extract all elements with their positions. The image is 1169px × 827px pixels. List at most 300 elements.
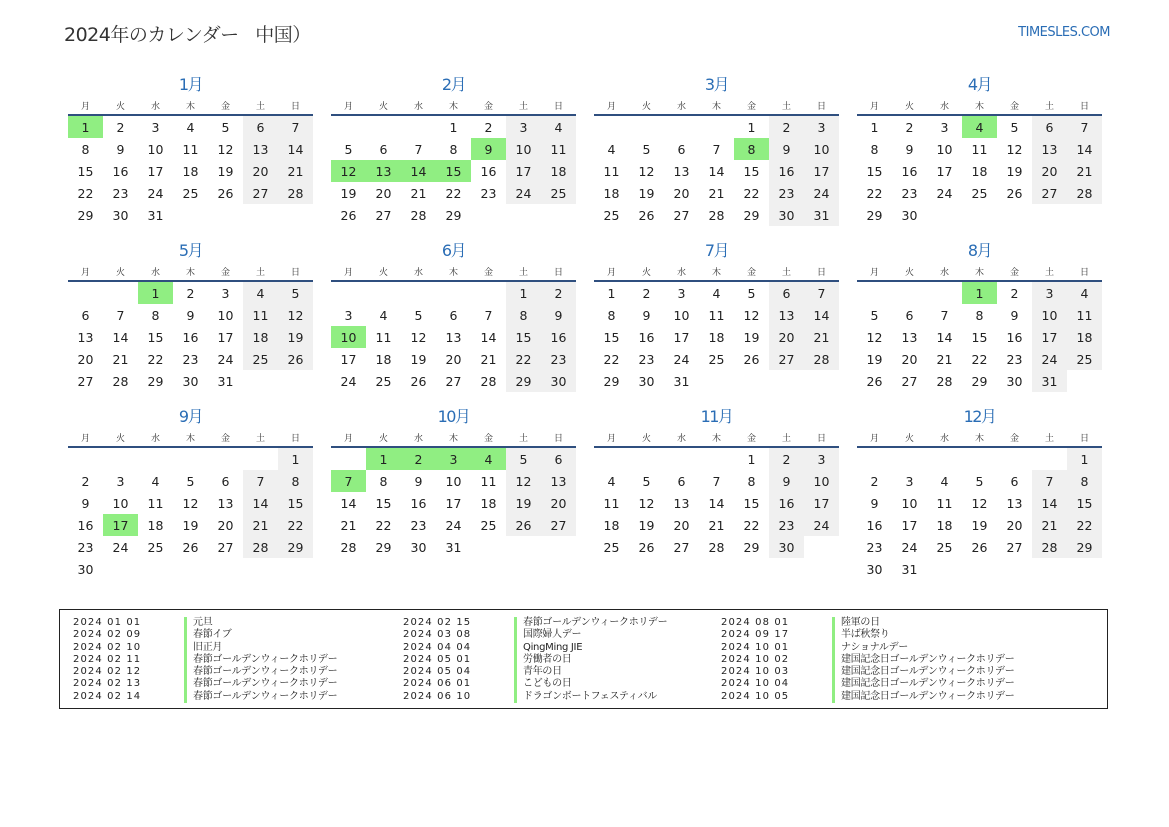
day-cell: 28	[1032, 536, 1067, 558]
day-cell: 30	[77, 561, 94, 577]
day-cell: 5	[870, 307, 879, 323]
day-cell: 29	[375, 539, 392, 555]
day-cell: 3	[1032, 281, 1067, 304]
empty-cell	[436, 281, 471, 304]
day-cell: 31	[673, 373, 690, 389]
day-cell: 15	[1067, 492, 1102, 514]
empty-cell	[68, 281, 103, 304]
day-cell: 30	[541, 370, 576, 392]
day-cell: 15	[147, 329, 164, 345]
holiday-date: 2024 03 08	[403, 629, 472, 641]
holiday-entry	[73, 666, 337, 678]
day-cell: 29	[77, 207, 94, 223]
day-cell: 9	[905, 141, 914, 157]
day-cell: 26	[971, 539, 988, 555]
day-cell: 16	[112, 163, 129, 179]
day-cell: 14	[112, 329, 129, 345]
weekday-header: 日	[541, 428, 576, 447]
weekday-header: 木	[173, 262, 208, 281]
weekday-header: 木	[699, 262, 734, 281]
empty-cell	[243, 447, 278, 470]
day-cell: 14	[804, 304, 839, 326]
day-cell: 8	[975, 307, 984, 323]
empty-cell	[962, 447, 997, 470]
week-row	[331, 115, 576, 138]
holiday-entry	[73, 629, 337, 641]
day-cell: 10	[1032, 304, 1067, 326]
month-calendar	[857, 240, 1102, 392]
day-cell: 8	[449, 141, 458, 157]
day-cell: 15	[375, 495, 392, 511]
weekday-header: 木	[699, 428, 734, 447]
empty-cell	[664, 447, 699, 470]
month-table	[68, 262, 313, 392]
day-cell: 24	[804, 514, 839, 536]
day-cell: 27	[1032, 182, 1067, 204]
holiday-entry	[721, 617, 1014, 629]
empty-cell	[962, 558, 997, 580]
holiday-day-cell: 13	[366, 160, 401, 182]
week-row	[68, 281, 313, 304]
holiday-entry	[721, 691, 1014, 703]
day-cell: 30	[112, 207, 129, 223]
weekday-header: 土	[1032, 262, 1067, 281]
holiday-date: 2024 05 01	[403, 653, 472, 665]
holiday-date: 2024 02 15	[403, 617, 472, 628]
day-cell: 28	[112, 373, 129, 389]
weekday-header: 日	[541, 262, 576, 281]
day-cell: 21	[112, 351, 129, 367]
day-cell: 18	[971, 163, 988, 179]
day-cell: 9	[186, 307, 195, 323]
weekday-header: 木	[173, 428, 208, 447]
weekday-header: 火	[629, 428, 664, 447]
day-cell: 18	[708, 329, 725, 345]
empty-cell	[278, 558, 313, 580]
day-cell: 4	[607, 473, 616, 489]
day-cell: 20	[673, 185, 690, 201]
holiday-day-cell: 1	[366, 447, 401, 470]
month-calendar	[68, 74, 313, 226]
day-cell: 19	[1006, 163, 1023, 179]
day-cell: 26	[340, 207, 357, 223]
day-cell: 2	[642, 285, 651, 301]
week-row	[331, 160, 576, 182]
day-cell: 15	[77, 163, 94, 179]
weekday-header: 火	[892, 262, 927, 281]
empty-cell	[594, 115, 629, 138]
day-cell: 24	[147, 185, 164, 201]
week-row	[331, 304, 576, 326]
week-row	[68, 536, 313, 558]
weekday-header: 水	[664, 428, 699, 447]
day-cell: 2	[81, 473, 90, 489]
day-cell: 7	[712, 473, 721, 489]
day-cell: 4	[186, 119, 195, 135]
day-cell: 19	[743, 329, 760, 345]
week-row	[594, 204, 839, 226]
day-cell: 16	[182, 329, 199, 345]
empty-cell	[366, 115, 401, 138]
holiday-date: 2024 10 01	[721, 641, 790, 653]
day-cell: 23	[866, 539, 883, 555]
month-title: 6月	[441, 241, 466, 260]
empty-cell	[927, 281, 962, 304]
day-cell: 25	[1067, 348, 1102, 370]
day-cell: 23	[480, 185, 497, 201]
day-cell: 26	[866, 373, 883, 389]
weekday-header: 月	[68, 262, 103, 281]
holiday-name: 建国記念日ゴールデンウィークホリデー	[832, 678, 1014, 690]
weekday-header: 火	[103, 96, 138, 115]
day-cell: 24	[445, 517, 462, 533]
day-cell: 13	[243, 138, 278, 160]
month-calendar	[331, 406, 576, 580]
weekday-header: 金	[997, 428, 1032, 447]
weekday-header: 木	[436, 262, 471, 281]
day-cell: 10	[901, 495, 918, 511]
week-row	[594, 514, 839, 536]
day-cell: 24	[901, 539, 918, 555]
day-cell: 3	[940, 119, 949, 135]
empty-cell	[506, 536, 541, 558]
empty-cell	[68, 447, 103, 470]
holiday-day-cell: 4	[962, 115, 997, 138]
month-calendar	[68, 406, 313, 580]
day-cell: 22	[743, 517, 760, 533]
day-cell: 13	[901, 329, 918, 345]
day-cell: 25	[147, 539, 164, 555]
day-cell: 8	[607, 307, 616, 323]
day-cell: 7	[484, 307, 493, 323]
day-cell: 11	[182, 141, 199, 157]
day-cell: 3	[151, 119, 160, 135]
day-cell: 5	[747, 285, 756, 301]
weekday-header: 火	[366, 428, 401, 447]
day-cell: 14	[340, 495, 357, 511]
weekday-header: 土	[506, 428, 541, 447]
week-row	[331, 536, 576, 558]
day-cell: 2	[484, 119, 493, 135]
week-row	[68, 138, 313, 160]
week-row	[331, 447, 576, 470]
day-cell: 11	[243, 304, 278, 326]
day-cell: 7	[414, 141, 423, 157]
day-cell: 12	[638, 163, 655, 179]
empty-cell	[401, 281, 436, 304]
holiday-name: 元旦	[184, 617, 212, 629]
day-cell: 11	[936, 495, 953, 511]
week-row	[68, 182, 313, 204]
day-cell: 30	[182, 373, 199, 389]
month-table	[331, 262, 576, 392]
empty-cell	[278, 204, 313, 226]
day-cell: 23	[410, 517, 427, 533]
week-row	[594, 536, 839, 558]
day-cell: 12	[743, 307, 760, 323]
holiday-entry	[403, 642, 667, 654]
day-cell: 8	[379, 473, 388, 489]
day-cell: 2	[116, 119, 125, 135]
week-row	[594, 370, 839, 392]
holiday-name: QingMing JIE	[514, 642, 582, 654]
day-cell: 10	[112, 495, 129, 511]
week-row	[857, 138, 1102, 160]
day-cell: 11	[971, 141, 988, 157]
weekday-header: 火	[103, 262, 138, 281]
day-cell: 11	[147, 495, 164, 511]
month-table	[594, 262, 839, 392]
day-cell: 28	[410, 207, 427, 223]
day-cell: 29	[743, 207, 760, 223]
month-title: 1月	[178, 75, 203, 94]
holiday-entry	[403, 617, 667, 629]
weekday-header: 月	[331, 262, 366, 281]
weekday-header: 土	[243, 262, 278, 281]
day-cell: 23	[769, 514, 804, 536]
day-cell: 7	[1032, 470, 1067, 492]
week-row	[331, 492, 576, 514]
month-calendar	[594, 406, 839, 580]
site-brand-link[interactable]: TIMESLES.COM	[1018, 25, 1110, 40]
day-cell: 9	[116, 141, 125, 157]
weekday-header: 土	[243, 428, 278, 447]
day-cell: 24	[673, 351, 690, 367]
holiday-name: ナショナルデー	[832, 642, 908, 654]
holiday-name: ドラゴンボートフェスティバル	[514, 691, 657, 703]
day-cell: 22	[147, 351, 164, 367]
empty-cell	[138, 558, 173, 580]
empty-cell	[804, 536, 839, 558]
day-cell: 16	[541, 326, 576, 348]
day-cell: 2	[870, 473, 879, 489]
day-cell: 16	[769, 492, 804, 514]
day-cell: 5	[278, 281, 313, 304]
holiday-date: 2024 04 04	[403, 641, 472, 653]
day-cell: 12	[278, 304, 313, 326]
empty-cell	[278, 370, 313, 392]
day-cell: 26	[278, 348, 313, 370]
day-cell: 12	[217, 141, 234, 157]
holiday-name: 国際婦人デー	[514, 629, 581, 641]
week-row	[857, 514, 1102, 536]
day-cell: 21	[1032, 514, 1067, 536]
day-cell: 28	[804, 348, 839, 370]
day-cell: 11	[480, 473, 497, 489]
day-cell: 21	[340, 517, 357, 533]
day-cell: 18	[182, 163, 199, 179]
week-row	[594, 304, 839, 326]
day-cell: 14	[243, 492, 278, 514]
holiday-day-cell: 1	[962, 281, 997, 304]
day-cell: 25	[708, 351, 725, 367]
day-cell: 7	[243, 470, 278, 492]
day-cell: 17	[936, 163, 953, 179]
week-row	[857, 160, 1102, 182]
month-calendar	[68, 240, 313, 392]
empty-cell	[208, 558, 243, 580]
holiday-date: 2024 09 17	[721, 629, 790, 641]
holiday-name: 春節ゴールデンウィークホリデー	[184, 691, 337, 703]
weekday-header: 金	[997, 262, 1032, 281]
day-cell: 7	[278, 115, 313, 138]
day-cell: 22	[743, 185, 760, 201]
day-cell: 6	[677, 473, 686, 489]
day-cell: 27	[77, 373, 94, 389]
empty-cell	[699, 370, 734, 392]
holiday-date: 2024 05 04	[403, 666, 472, 678]
holiday-entry	[403, 629, 667, 641]
holiday-date: 2024 10 03	[721, 666, 790, 678]
holiday-name: 建国記念日ゴールデンウィークホリデー	[832, 691, 1014, 703]
day-cell: 30	[1006, 373, 1023, 389]
empty-cell	[243, 558, 278, 580]
day-cell: 23	[901, 185, 918, 201]
weekday-header: 日	[278, 262, 313, 281]
day-cell: 29	[278, 536, 313, 558]
empty-cell	[962, 204, 997, 226]
weekday-header: 火	[892, 96, 927, 115]
day-cell: 15	[743, 163, 760, 179]
holiday-date: 2024 10 05	[721, 690, 790, 702]
month-title: 4月	[967, 75, 992, 94]
day-cell: 31	[147, 207, 164, 223]
week-row	[594, 281, 839, 304]
month-table	[857, 262, 1102, 392]
week-row	[594, 348, 839, 370]
weekday-header: 日	[278, 428, 313, 447]
day-cell: 20	[243, 160, 278, 182]
weekday-header: 火	[366, 262, 401, 281]
day-cell: 19	[182, 517, 199, 533]
day-cell: 16	[866, 517, 883, 533]
day-cell: 9	[81, 495, 90, 511]
day-cell: 13	[77, 329, 94, 345]
day-cell: 22	[278, 514, 313, 536]
month-title: 3月	[704, 75, 729, 94]
day-cell: 11	[603, 163, 620, 179]
day-cell: 19	[638, 185, 655, 201]
holiday-date: 2024 02 13	[73, 678, 142, 690]
week-row	[857, 492, 1102, 514]
weekday-header: 木	[962, 262, 997, 281]
day-cell: 14	[708, 495, 725, 511]
weekday-header: 火	[629, 262, 664, 281]
day-cell: 4	[541, 115, 576, 138]
empty-cell	[243, 204, 278, 226]
weekday-header: 木	[962, 428, 997, 447]
day-cell: 20	[673, 517, 690, 533]
day-cell: 27	[445, 373, 462, 389]
empty-cell	[103, 558, 138, 580]
week-row	[594, 182, 839, 204]
day-cell: 22	[866, 185, 883, 201]
week-row	[331, 182, 576, 204]
day-cell: 21	[410, 185, 427, 201]
day-cell: 14	[1032, 492, 1067, 514]
day-cell: 30	[769, 536, 804, 558]
empty-cell	[892, 281, 927, 304]
empty-cell	[629, 115, 664, 138]
day-cell: 10	[217, 307, 234, 323]
day-cell: 16	[77, 517, 94, 533]
holiday-name: 建国記念日ゴールデンウィークホリデー	[832, 654, 1014, 666]
day-cell: 10	[804, 138, 839, 160]
week-row	[68, 558, 313, 580]
holiday-name: 春節ゴールデンウィークホリデー	[184, 666, 337, 678]
day-cell: 4	[1067, 281, 1102, 304]
day-cell: 12	[1006, 141, 1023, 157]
holiday-day-cell: 5	[506, 447, 541, 470]
day-cell: 15	[506, 326, 541, 348]
day-cell: 15	[971, 329, 988, 345]
empty-cell	[103, 281, 138, 304]
day-cell: 22	[971, 351, 988, 367]
weekday-header: 水	[138, 96, 173, 115]
day-cell: 6	[221, 473, 230, 489]
week-row	[857, 304, 1102, 326]
day-cell: 5	[1010, 119, 1019, 135]
month-title: 7月	[704, 241, 729, 260]
holiday-entry	[73, 678, 337, 690]
day-cell: 27	[673, 539, 690, 555]
week-row	[331, 470, 576, 492]
day-cell: 17	[673, 329, 690, 345]
day-cell: 6	[1010, 473, 1019, 489]
holiday-day-cell: 12	[331, 160, 366, 182]
weekday-header: 金	[208, 428, 243, 447]
empty-cell	[1067, 204, 1102, 226]
holiday-entry	[73, 654, 337, 666]
empty-cell	[927, 204, 962, 226]
holiday-entry	[403, 666, 667, 678]
holiday-day-cell: 4	[243, 281, 278, 304]
holiday-date: 2024 06 01	[403, 678, 472, 690]
day-cell: 3	[677, 285, 686, 301]
holiday-name: 青年の日	[514, 666, 562, 678]
day-cell: 31	[901, 561, 918, 577]
empty-cell	[629, 447, 664, 470]
week-row	[331, 514, 576, 536]
day-cell: 18	[936, 517, 953, 533]
weekday-header: 月	[857, 96, 892, 115]
day-cell: 16	[480, 163, 497, 179]
day-cell: 29	[147, 373, 164, 389]
day-cell: 28	[243, 536, 278, 558]
week-row	[594, 326, 839, 348]
day-cell: 24	[340, 373, 357, 389]
day-cell: 15	[603, 329, 620, 345]
holiday-date: 2024 01 01	[73, 617, 142, 628]
day-cell: 12	[638, 495, 655, 511]
day-cell: 3	[804, 447, 839, 470]
holiday-day-cell: 15	[436, 160, 471, 182]
day-cell: 26	[638, 539, 655, 555]
day-cell: 13	[1006, 495, 1023, 511]
day-cell: 2	[541, 281, 576, 304]
month-table	[857, 428, 1102, 580]
weekday-header: 金	[208, 96, 243, 115]
day-cell: 30	[638, 373, 655, 389]
day-cell: 5	[186, 473, 195, 489]
day-cell: 19	[278, 326, 313, 348]
day-cell: 27	[673, 207, 690, 223]
day-cell: 10	[147, 141, 164, 157]
day-cell: 1	[278, 447, 313, 470]
day-cell: 20	[1032, 160, 1067, 182]
holiday-name: 建国記念日ゴールデンウィークホリデー	[832, 666, 1014, 678]
week-row	[331, 204, 576, 226]
